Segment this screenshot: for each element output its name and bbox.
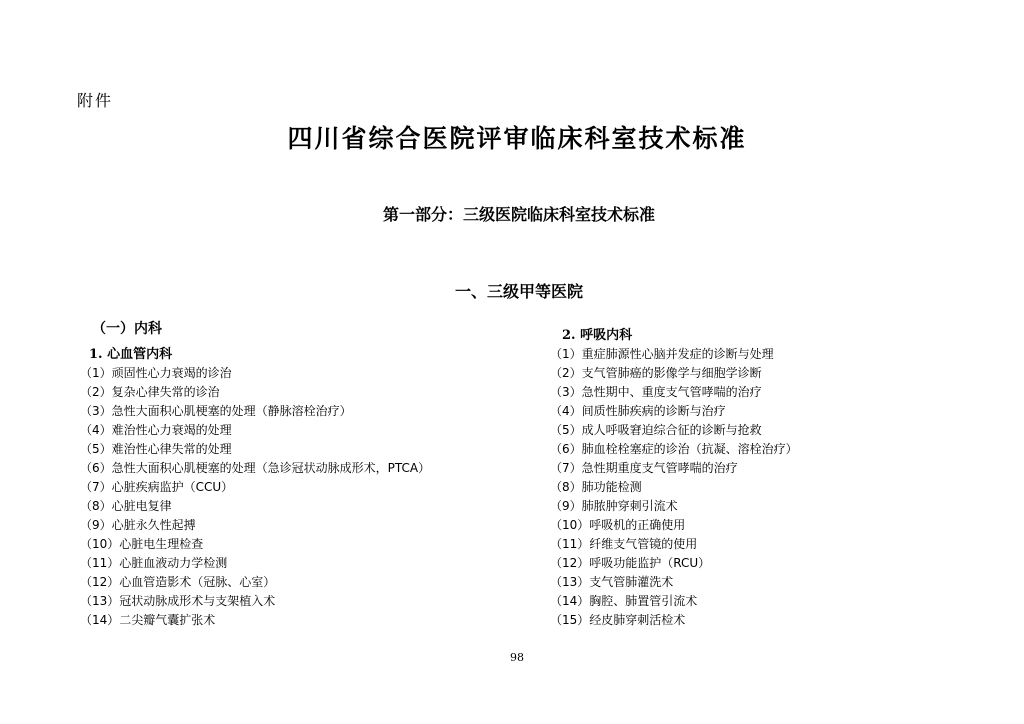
list-item: （13）支气管肺灌洗术 (550, 575, 674, 589)
list-item: （15）经皮肺穿刺活检术 (550, 613, 686, 627)
document-title: 四川省综合医院评审临床科室技术标准 (287, 124, 747, 153)
list-item: （8）肺功能检测 (550, 480, 642, 494)
list-item: （5）难治性心律失常的处理 (80, 442, 232, 456)
part-heading: 第一部分：三级医院临床科室技术标准 (382, 205, 655, 224)
list-item: （9）肺脓肿穿刺引流术 (550, 499, 678, 513)
cardiology-list (80, 364, 430, 630)
list-item: （8）心脏电复律 (80, 499, 172, 513)
list-item: （11）心脏血液动力学检测 (80, 556, 228, 570)
list-item: （7）急性期重度支气管哮喘的治疗 (550, 461, 738, 475)
attachment-label: 附件 (77, 91, 114, 110)
list-item: （6）急性大面积心肌梗塞的处理（急诊冠状动脉成形术，PTCA） (80, 461, 431, 475)
cardiology-section (80, 345, 430, 630)
list-item: （10）呼吸机的正确使用 (550, 518, 686, 532)
list-item: （9）心脏永久性起搏 (80, 518, 196, 532)
list-item: （2）复杂心律失常的诊治 (80, 385, 220, 399)
department-heading: （一）内科 (92, 321, 162, 337)
list-item: （10）心脏电生理检查 (80, 537, 204, 551)
list-item: （3）急性期中、重度支气管哮喘的治疗 (550, 385, 762, 399)
list-item: （3）急性大面积心肌梗塞的处理（静脉溶栓治疗） (80, 404, 352, 418)
list-item: （12）呼吸功能监护（RCU） (550, 556, 711, 570)
section-heading-cardiology: 1. 心血管内科 (89, 347, 173, 362)
list-item: （14）二尖瓣气囊扩张术 (80, 613, 216, 627)
section-heading-respiratory: 2. 呼吸内科 (562, 328, 633, 343)
list-item: （5）成人呼吸窘迫综合征的诊断与抢救 (550, 423, 762, 437)
list-item: （1）顽固性心力衰竭的诊治 (80, 366, 232, 380)
list-item: （14）胸腔、肺置管引流术 (550, 594, 698, 608)
respiratory-section (550, 326, 798, 630)
list-item: （6）肺血栓栓塞症的诊治（抗凝、溶栓治疗） (550, 442, 798, 456)
list-item: （1）重症肺源性心脑并发症的诊断与处理 (550, 347, 774, 361)
list-item: （13）冠状动脉成形术与支架植入术 (80, 594, 276, 608)
list-item: （4）间质性肺疾病的诊断与治疗 (550, 404, 726, 418)
respiratory-list (550, 345, 798, 630)
page-number: 98 (510, 651, 524, 664)
list-item: （4）难治性心力衰竭的处理 (80, 423, 232, 437)
list-item: （7）心脏疾病监护（CCU） (80, 480, 234, 494)
list-item: （2）支气管肺癌的影像学与细胞学诊断 (550, 366, 762, 380)
level-heading: 一、三级甲等医院 (454, 282, 583, 301)
list-item: （11）纤维支气管镜的使用 (550, 537, 698, 551)
list-item: （12）心血管造影术（冠脉、心室） (80, 575, 276, 589)
